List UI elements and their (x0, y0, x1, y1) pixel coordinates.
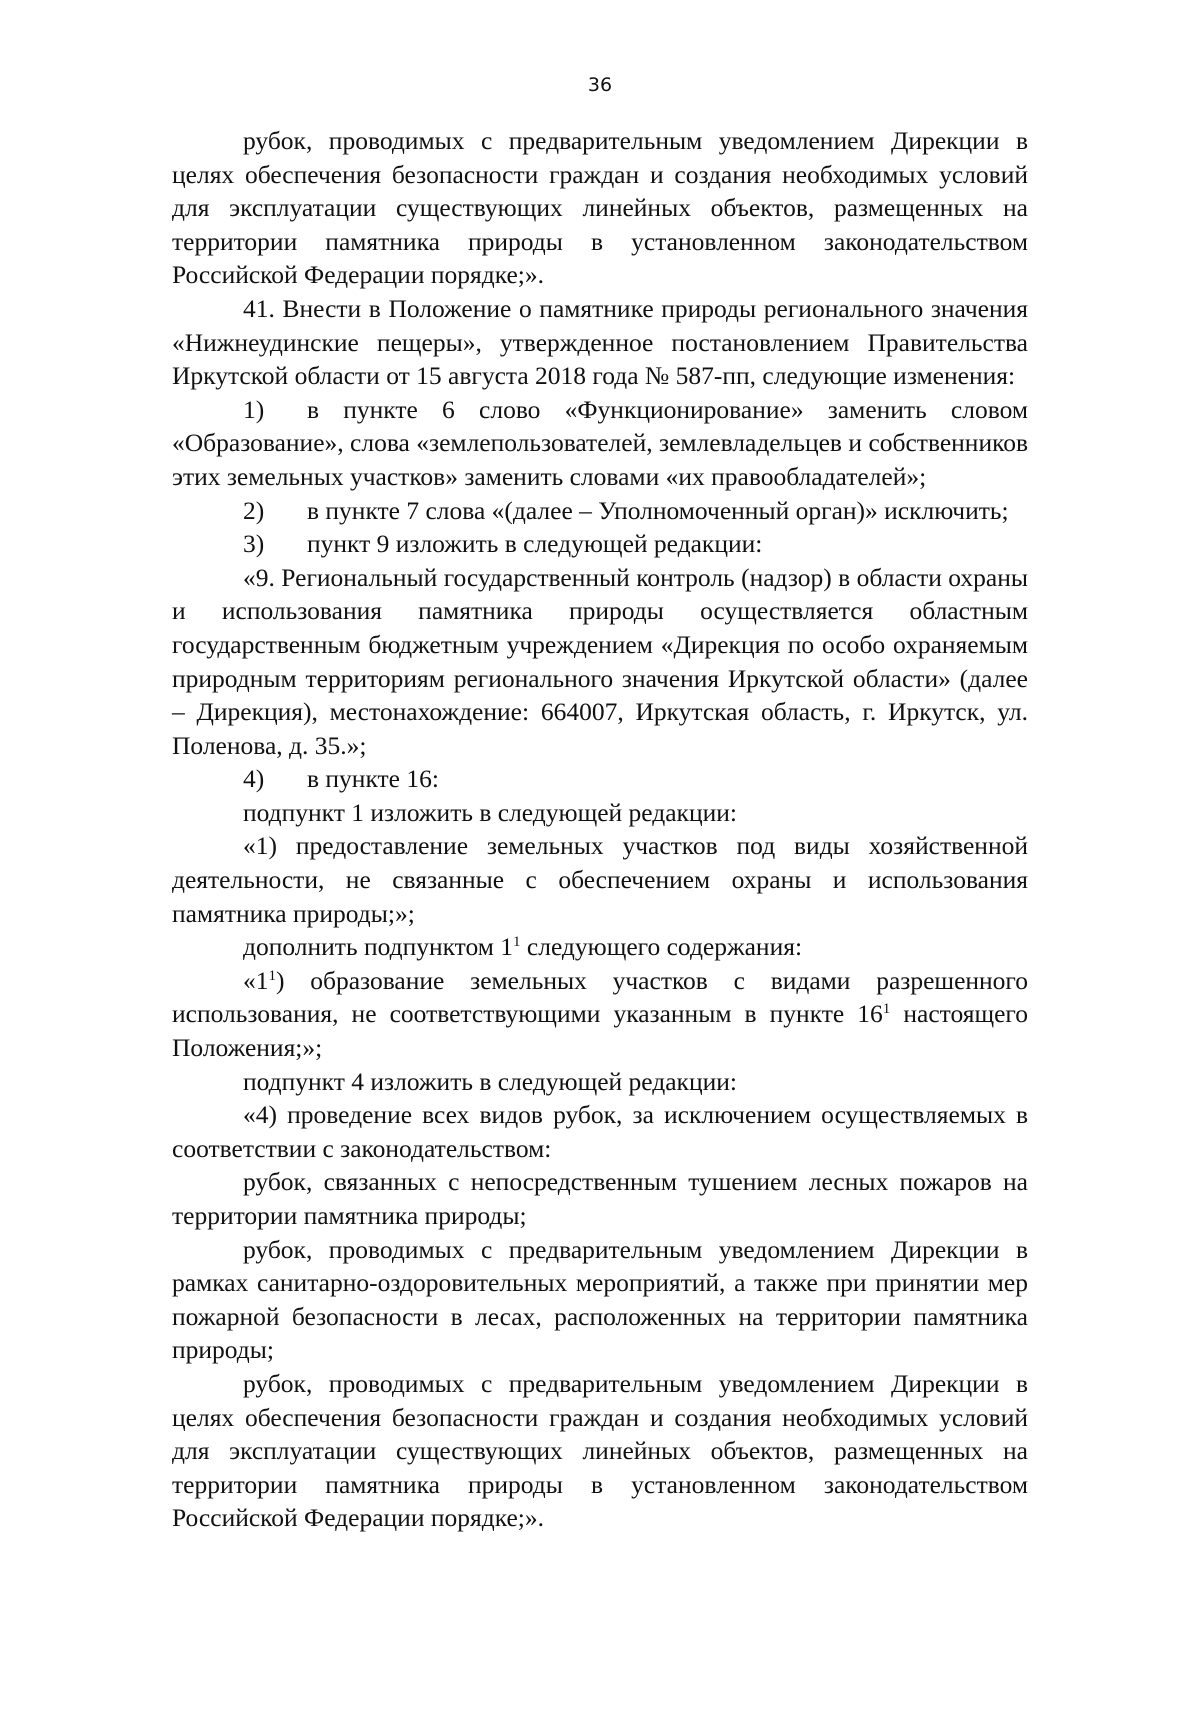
text-fragment: следующего содержания: (520, 932, 803, 962)
list-item-1-text: в пункте 6 слово «Функционирование» заменить словом «Образование», слова «землепользователей, землевладельцев и собственников этих земельных участков» заменить словами «их правообладателей»; (172, 394, 1028, 491)
list-item-4-number: 4) (243, 764, 265, 794)
text-fragment: «1 (243, 965, 269, 995)
paragraph-felling-safety: рубок, проводимых с предварительным уведомлением Дирекции в целях обеспечения безопасности граждан и создания необходимых условий для эксплуатации существующих линейных объектов, размещенных на территории памятника природы в установленном законодательством Российской Федерации порядке;». (172, 1368, 1028, 1533)
list-item-1-number: 1) (243, 394, 265, 424)
paragraph-subpoint-4-text: «4) проведение всех видов рубок, за исключением осуществляемых в соответствии с законодательством: (172, 1100, 1028, 1163)
list-item-2-number: 2) (243, 495, 265, 525)
superscript: 1 (882, 1001, 891, 1018)
text-fragment: настоящего Положения;»; (172, 999, 1028, 1063)
text-fragment: дополнить подпунктом 1 (243, 932, 514, 962)
list-item-3-number: 3) (243, 529, 265, 559)
paragraph-felling-sanitary: рубок, проводимых с предварительным уведомлением Дирекции в рамках санитарно-оздоровительных мероприятий, а также при принятии мер пожарной безопасности в лесах, расположенных на территории памятника природы; (172, 1234, 1028, 1365)
list-item-2-text: в пункте 7 слова «(далее – Уполномоченный орган)» исключить; (307, 495, 1009, 525)
text-fragment: ) образование земельных участков с видами разрешенного использования, не соответствующими указанным в пункте 16 (172, 965, 1028, 1029)
list-item-3-text: пункт 9 изложить в следующей редакции: (307, 529, 763, 559)
paragraph-subpoint-1-1-text (172, 964, 1028, 1065)
paragraph-subpoint-1-1-intro (172, 930, 1028, 964)
list-item-4 (172, 762, 1028, 796)
superscript: 1 (268, 967, 276, 984)
paragraph-subpoint-1-intro: подпункт 1 изложить в следующей редакции: (243, 797, 737, 827)
page-number: 36 (587, 74, 613, 96)
paragraph-41: 41. Внести в Положение о памятнике природы регионального значения «Нижнеудинские пещеры», утвержденное постановлением Правительства Иркутской области от 15 августа 2018 года № 587-пп, следующие изменения: (172, 293, 1028, 391)
list-item-3 (172, 527, 1028, 561)
paragraph-subpoint-1-text: «1) предоставление земельных участков под виды хозяйственной деятельности, не связанные с обеспечением охраны и использования памятника природы;»; (172, 831, 1028, 928)
list-item-1 (172, 393, 1028, 494)
paragraph-felling-fires: рубок, связанных с непосредственным тушением лесных пожаров на территории памятника природы; (172, 1167, 1028, 1230)
paragraph-continuation: рубок, проводимых с предварительным уведомлением Дирекции в целях обеспечения безопасности граждан и создания необходимых условий для эксплуатации существующих линейных объектов, размещенных на территории памятника природы в установленном законодательством Российской Федерации порядке;». (172, 126, 1028, 290)
list-item-4-text: в пункте 16: (307, 764, 439, 794)
document-body (172, 124, 1028, 1535)
superscript: 1 (513, 934, 521, 951)
paragraph-subpoint-4-intro: подпункт 4 изложить в следующей редакции: (243, 1066, 737, 1096)
paragraph-point-9: «9. Региональный государственный контроль (надзор) в области охраны и использования памятника природы осуществляется областным государственным бюджетным учреждением «Дирекция по особо охраняемым природным территориям регионального значения Иркутской области» (далее – Дирекция), местонахождение: 664007, Иркутская область, г. Иркутск, ул. Поленова, д. 35.»; (172, 562, 1028, 760)
list-item-2 (172, 494, 1028, 528)
